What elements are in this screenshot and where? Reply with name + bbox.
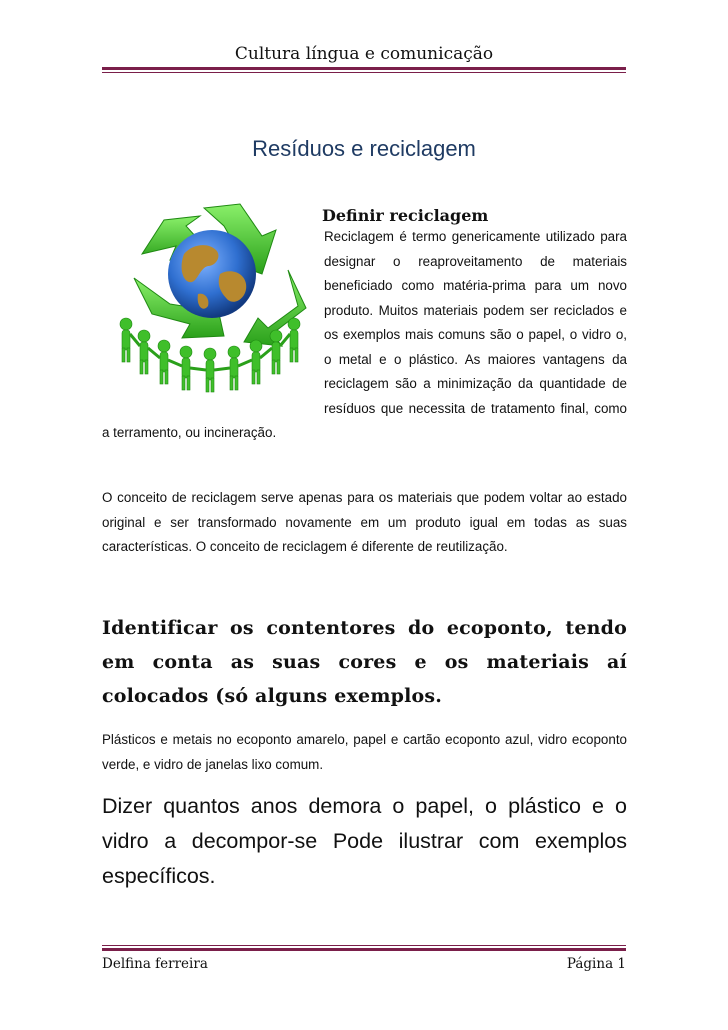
question-decomposition: Dizer quantos anos demora o papel, o plástico e o vidro a decompor-se Pode ilustrar com exemplos específicos. bbox=[102, 794, 627, 888]
page-number: Página 1 bbox=[566, 956, 626, 972]
footer-rule bbox=[102, 948, 626, 951]
paragraph-definition bbox=[102, 225, 627, 446]
header-rule-thin bbox=[102, 72, 626, 73]
image-wrap-space bbox=[102, 225, 324, 408]
page-title: Resíduos e reciclagem bbox=[252, 136, 476, 161]
section-heading: Definir reciclagem bbox=[322, 206, 489, 225]
question-ecoponto: Identificar os contentores do ecoponto, tendo em conta as suas cores e os materiais aí colocados (só alguns exemplos. bbox=[102, 617, 627, 707]
header-rule bbox=[102, 67, 626, 70]
paragraph-definition-text: Reciclagem é termo genericamente utilizado para designar o reaproveitamento de materiais beneficiado como matéria-prima para um novo produto. Muitos materiais podem ser reciclados e os exemplos mais comuns são o papel, o vidro o, o metal e o plástico. As maiores vantagens da reciclagem são a minimização da quantidade de resíduos que necessita de tratamento final, como a terramento, ou incineração. bbox=[102, 229, 627, 440]
paragraph-concept: O conceito de reciclagem serve apenas para os materiais que podem voltar ao estado original e ser transformado novamente em um produto igual em todas as suas características. O conceito de reciclagem é diferente de reutilização. bbox=[102, 490, 627, 554]
footer-rule-thin bbox=[102, 945, 626, 946]
header-title: Cultura língua e comunicação bbox=[234, 44, 494, 64]
paragraph-ecoponto-answer: Plásticos e metais no ecoponto amarelo, papel e cartão ecoponto azul, vidro ecoponto verde, e vidro de janelas lixo comum. bbox=[102, 732, 627, 772]
footer-author: Delfina ferreira bbox=[102, 956, 208, 972]
